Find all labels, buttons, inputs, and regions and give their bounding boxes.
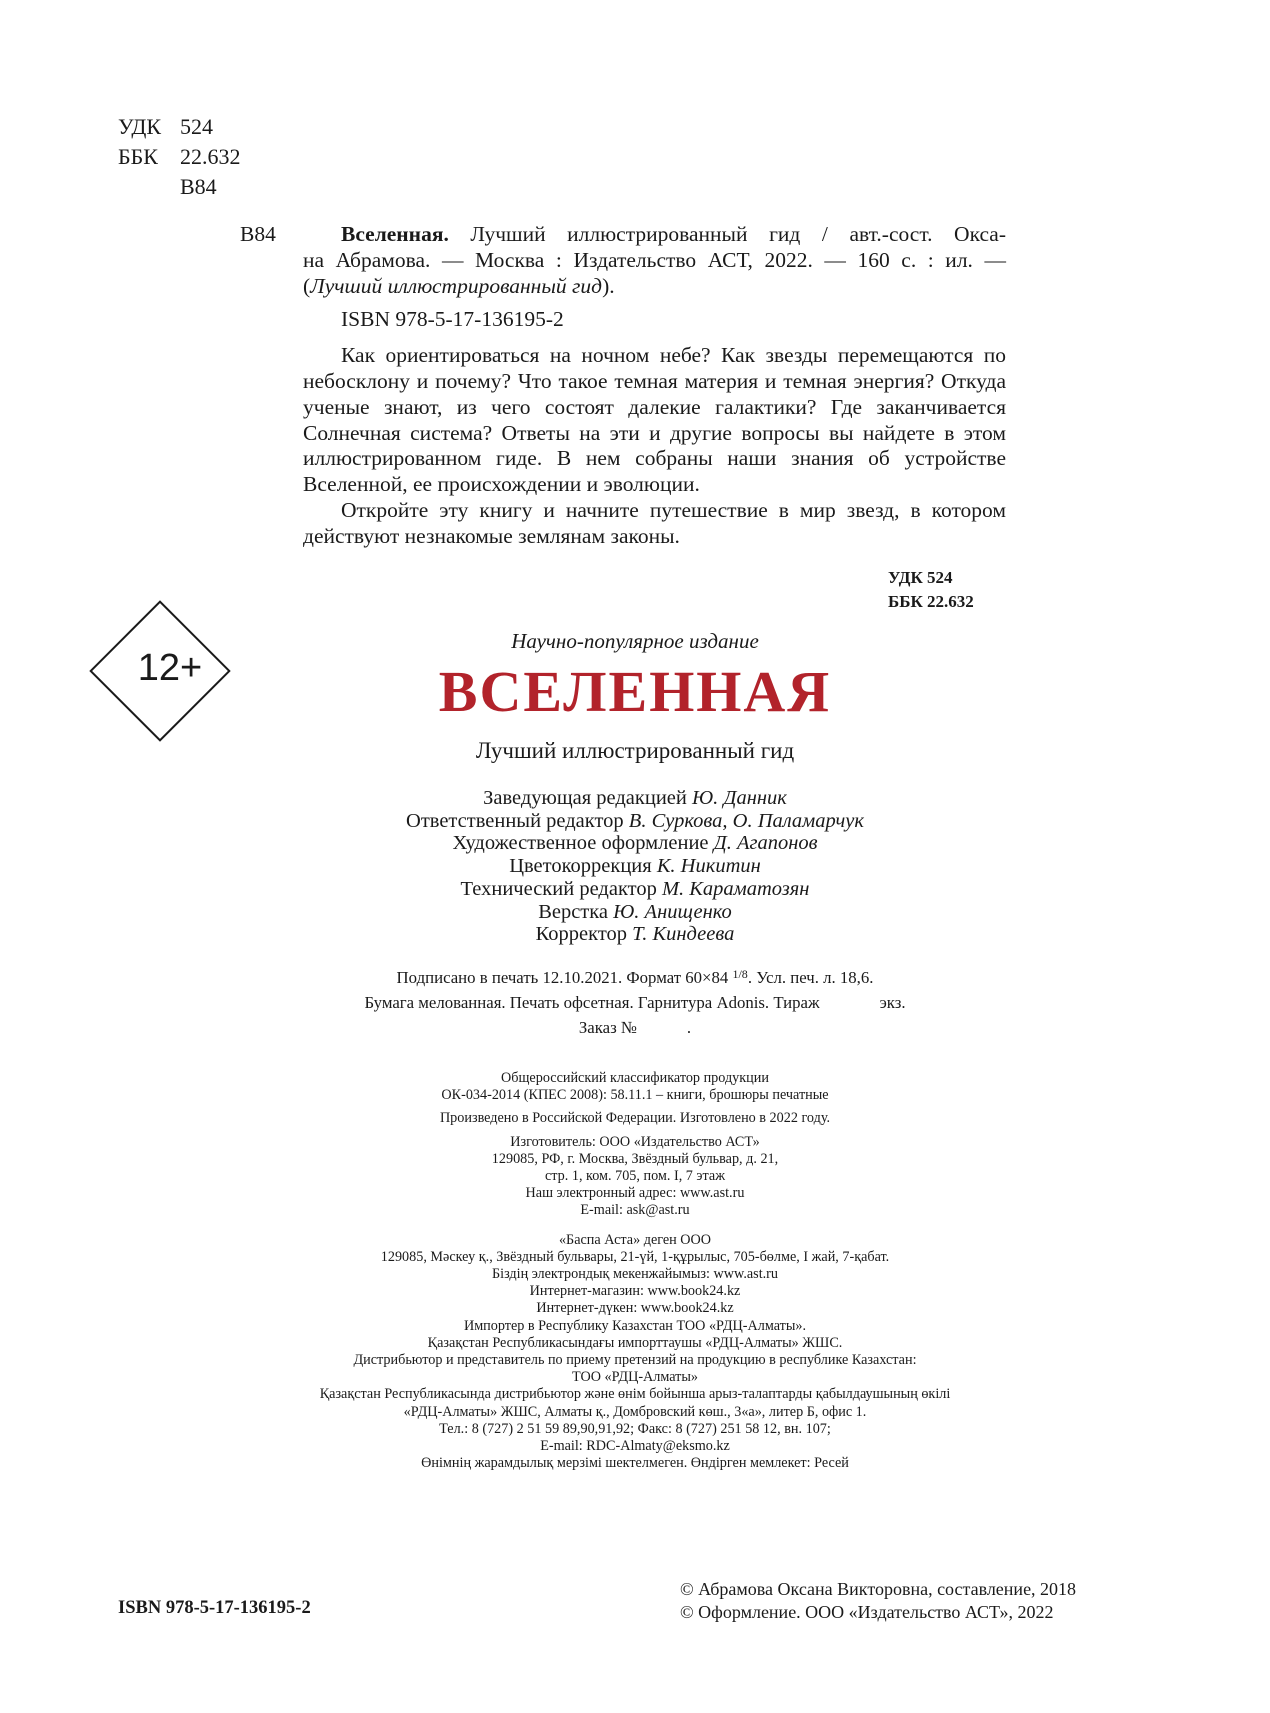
imprint-line: Изготовитель: ООО «Издательство АСТ»	[510, 1133, 760, 1150]
bbk-right: ББК 22.632	[888, 592, 974, 611]
bbk-row	[118, 142, 241, 172]
imprint-line: стр. 1, ком. 705, пом. I, 7 этаж	[545, 1168, 725, 1185]
book-subtitle: Лучший иллюстрированный гид	[475, 738, 795, 763]
udk-right: УДК 524	[888, 568, 953, 587]
print-info	[0, 962, 1270, 1040]
imprint-line: ОК-034-2014 (КПЕС 2008): 58.11.1 – книги, брошюры печатные	[441, 1087, 829, 1104]
imprint-line: Импортер в Республику Казахстан ТОО «РДЦ-Алматы».	[463, 1317, 807, 1334]
bib-line-1-rest: Лучший иллюстрированный гид / авт.-сост. Окса-	[448, 222, 1006, 246]
imprint-line: Общероссийский классификатор продукции	[501, 1070, 769, 1086]
imprint-line: Произведено в Российской Федерации. Изготовлено в 2022 году.	[439, 1110, 831, 1127]
imprint-line: E-mail: RDC-Almaty@eksmo.kz	[540, 1438, 730, 1455]
staff-row: Цветокоррекция К. Никитин	[509, 855, 761, 878]
copyright-block	[680, 1578, 1076, 1624]
imprint-line: Өнімнің жарамдылық мерзімі шектелмеген. Өндірген мемлекет: Ресей	[421, 1455, 849, 1472]
bib-isbn: ISBN 978-5-17-136195-2	[341, 307, 564, 332]
bib-line-3: (Лучший иллюстрированный гид).	[303, 273, 615, 298]
imprint-line: Қазақстан Республикасындағы импорттаушы «РДЦ-Алматы» ЖШС.	[427, 1334, 843, 1351]
imprint-line: «РДЦ-Алматы» ЖШС, Алматы қ., Домбровский көш., 3«а», литер Б, офис 1.	[403, 1403, 867, 1420]
staff-row: Корректор Т. Киндеева	[535, 923, 735, 946]
print-line-1: Подписано в печать 12.10.2021. Формат 60×84 $^{1/8}$. Усл. печ. л. 18,6.	[396, 967, 874, 987]
staff-row: Верстка Ю. Анищенко	[538, 900, 732, 923]
copyright-line: © Абрамова Оксана Викторовна, составление, 2018	[680, 1579, 1077, 1599]
staff-row: Художественное оформление Д. Агапонов	[452, 832, 818, 855]
imprint-block	[0, 1070, 1270, 1472]
staff-row: Технический редактор М. Караматозян	[460, 877, 810, 900]
bib-line-1	[303, 222, 1006, 248]
bib-title: Вселенная.	[341, 222, 449, 246]
imprint-line: ТОО «РДЦ-Алматы»	[571, 1369, 699, 1386]
bib-left-mark: В84	[240, 222, 276, 246]
annotation-paragraph-1: Как ориентироваться на ночном небе? Как звезды перемещаются по небосклону и почему? Что такое темная материя и темная энергия? Откуда ученые знают, из чего состоят далекие галактики? Где заканчивается Солнечная система? Ответы на эти и другие вопросы вы найдете в этом иллюстрированном гиде. В нем собраны наши знания об устройстве Вселенной, ее происхождении и эволюции.	[303, 343, 1006, 497]
age-rating: 12+	[137, 647, 203, 689]
bibliographic-description	[303, 222, 1006, 550]
staff-list	[0, 787, 1270, 946]
imprint-line: Тел.: 8 (727) 2 51 59 89,90,91,92; Факс: 8 (727) 251 58 12, вн. 107;	[439, 1420, 831, 1437]
imprint-line: «Баспа Аста» деген ООО	[558, 1231, 712, 1248]
right-classification	[888, 566, 974, 614]
classification-block	[118, 112, 241, 202]
imprint-line: E-mail: ask@ast.ru	[580, 1202, 690, 1219]
edition-type: Научно-популярное издание	[511, 629, 759, 653]
imprint-line: 129085, РФ, г. Москва, Звёздный бульвар, д. 21,	[491, 1150, 779, 1167]
udk-value: 524	[180, 114, 213, 139]
imprint-line: Интернет-магазин: www.book24.kz	[529, 1283, 741, 1300]
imprint-line: Интернет-дүкен: www.book24.kz	[536, 1300, 734, 1317]
copyright-line: © Оформление. ООО «Издательство АСТ», 2022	[680, 1602, 1054, 1622]
imprint-line: 129085, Мәскеу қ., Звёздный бульвары, 21-үй, 1-құрылыс, 705-бөлме, I жай, 7-қабат.	[380, 1248, 890, 1265]
book-title: ВСЕЛЕННАЯ	[438, 659, 832, 724]
udk-row	[118, 112, 241, 142]
imprint-line: Біздің электрондық мекенжайымыз: www.ast.ru	[491, 1266, 778, 1283]
author-mark-row	[118, 172, 241, 202]
staff-row: Заведующая редакцией Ю. Данник	[483, 787, 787, 809]
imprint-line: Дистрибьютор и представитель по приему претензий на продукцию в республике Казахстан:	[353, 1352, 917, 1369]
print-line-2: Бумага мелованная. Печать офсетная. Гарнитура Adonis. Тираж экз.	[364, 993, 906, 1012]
annotation-paragraph-2: Откройте эту книгу и начните путешествие в мир звезд, в котором действуют незнакомые землянам законы.	[303, 497, 1006, 548]
bbk-value: 22.632	[180, 144, 241, 169]
staff-row: Ответственный редактор В. Суркова, О. Паламарчук	[406, 809, 864, 832]
print-line-3: Заказ № .	[578, 1018, 692, 1037]
imprint-line: Наш электронный адрес: www.ast.ru	[525, 1185, 745, 1202]
bib-line-2: на Абрамова. — Москва : Издательство АСТ, 2022. — 160 с. : ил. —	[303, 247, 1006, 272]
udk-label: УДК	[118, 114, 162, 139]
bib-series: Лучший иллюстрированный гид	[310, 273, 603, 298]
format-fraction: 1/8	[732, 967, 748, 981]
bbk-label: ББК	[118, 144, 158, 169]
author-mark: В84	[180, 174, 217, 199]
imprint-line: Қазақстан Республикасында дистрибьютор және өнім бойынша арыз-талаптарды қабылдаушының өкілі	[319, 1386, 951, 1403]
isbn-bottom: ISBN 978-5-17-136195-2	[118, 1598, 311, 1618]
